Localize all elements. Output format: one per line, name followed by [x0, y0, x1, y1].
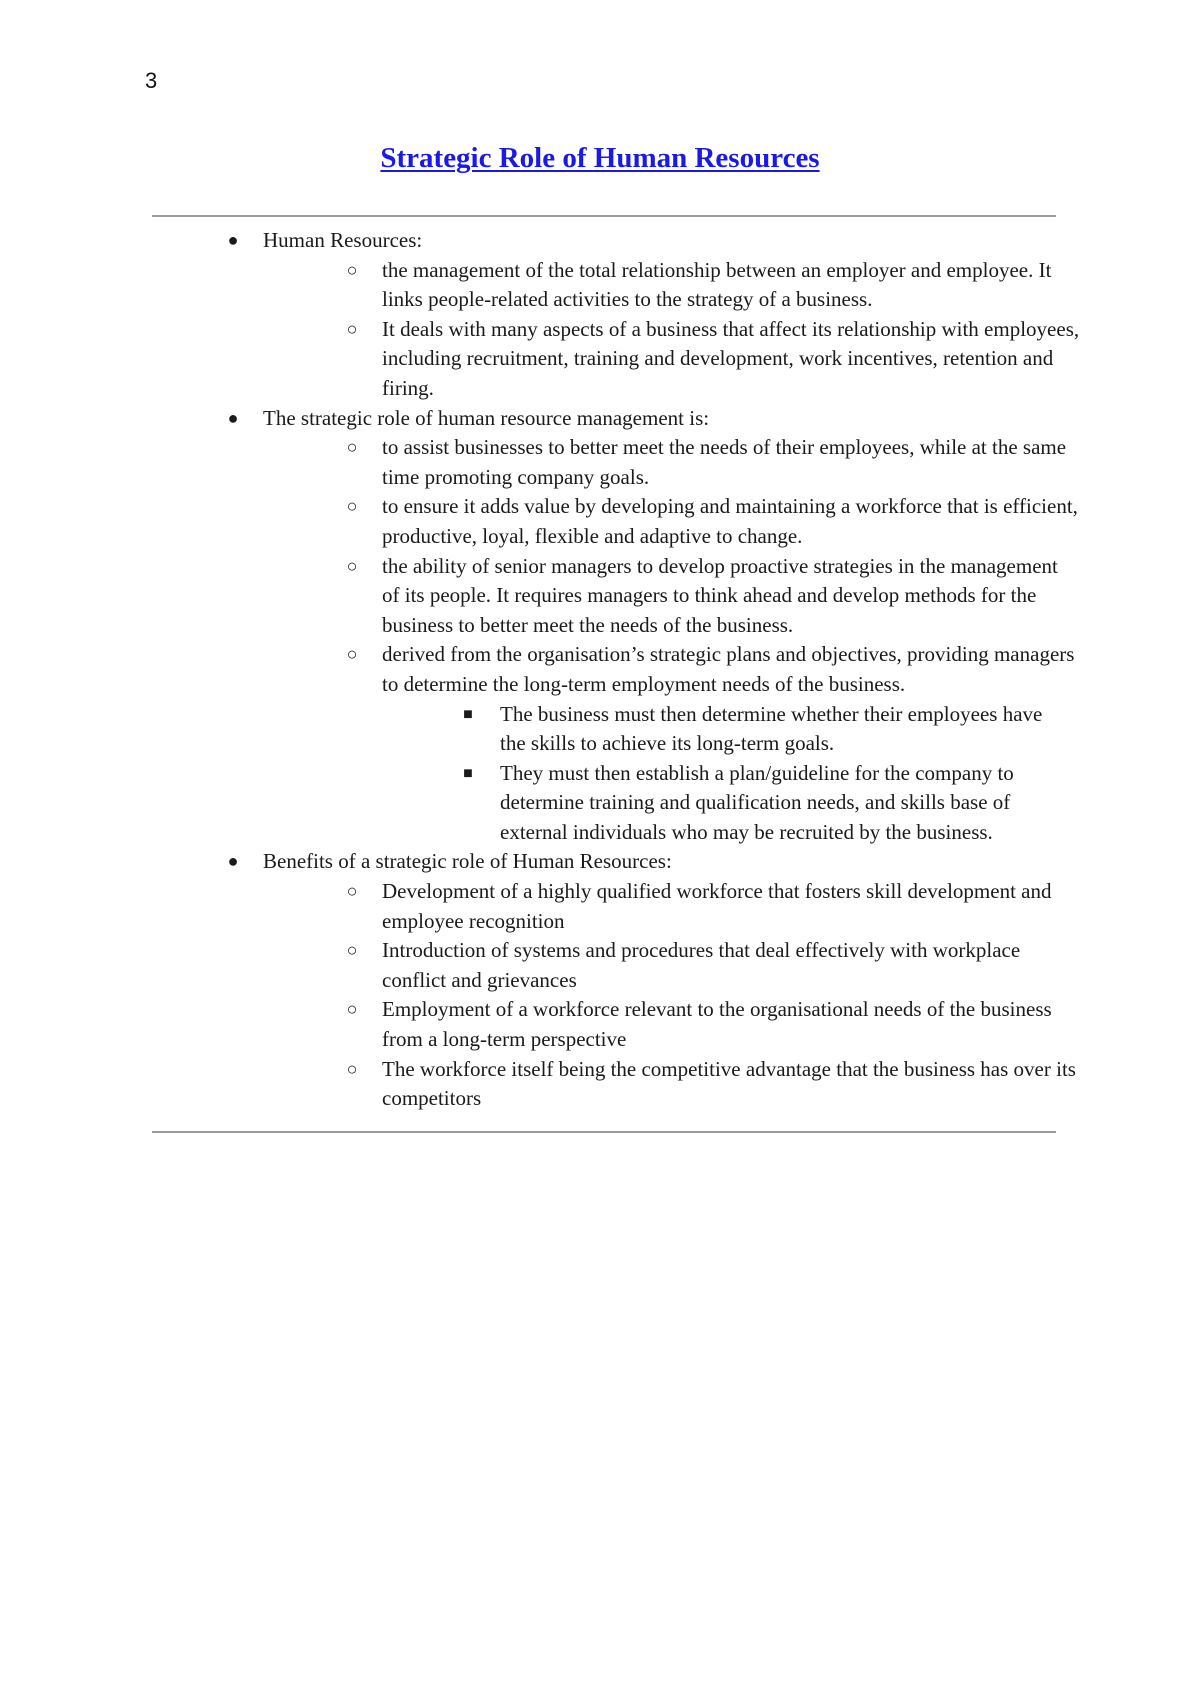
circle-bullet-icon: ○: [346, 555, 358, 576]
section-heading: Benefits of a strategic role of Human Resources:: [263, 849, 672, 874]
bottom-divider: [152, 1131, 1056, 1133]
square-bullet-icon: ■: [463, 764, 473, 782]
circle-bullet-icon: ○: [346, 999, 358, 1020]
circle-bullet-icon: ○: [346, 318, 358, 339]
section-heading: Human Resources:: [263, 228, 423, 252]
list-item-text: the ability of senior managers to develop proactive strategies in the management of its people. It requires managers to think ahead and develop methods for the business to better meet the needs of the business.: [382, 553, 1058, 637]
list-item: [0, 1055, 1200, 1114]
circle-bullet-icon: ○: [346, 881, 358, 902]
list-item-text: Development of a highly qualified workforce that fosters skill development and employee recognition: [382, 879, 1052, 933]
document-body: [0, 226, 1200, 1114]
list-item-text: Employment of a workforce relevant to the organisational needs of the business from a long-term perspective: [382, 997, 1052, 1052]
circle-bullet-icon: ○: [346, 437, 358, 458]
list-item-text: to ensure it adds value by developing and maintaining a workforce that is efficient, productive, loyal, flexible and adaptive to change.: [382, 494, 1078, 548]
top-divider: [152, 215, 1056, 217]
section-heading: The strategic role of human resource management is:: [263, 405, 710, 430]
list-item-text: to assist businesses to better meet the needs of their employees, while at the same time promoting company goals.: [382, 435, 1067, 489]
sub-list-item: [0, 759, 1200, 848]
circle-bullet-icon: ○: [346, 496, 358, 517]
list-item: [0, 877, 1200, 936]
circle-bullet-icon: ○: [346, 644, 358, 665]
list-item: [0, 256, 1200, 315]
list-item-human-resources: [0, 226, 1200, 256]
sub-list-item-text: They must then establish a plan/guideline for the company to determine training and qualification needs, and skills base of external individuals who may be recruited by the business.: [500, 760, 1014, 844]
list-item-text: The workforce itself being the competitive advantage that the business has over its competitors: [382, 1056, 1076, 1111]
list-item: [0, 640, 1200, 699]
list-item: [0, 552, 1200, 641]
list-item-text: derived from the organisation’s strategic plans and objectives, providing managers to determine the long-term employment needs of the business.: [382, 642, 1075, 696]
bullet-icon: ●: [227, 407, 239, 428]
list-item: [0, 492, 1200, 551]
sub-list-item-text: The business must then determine whether their employees have the skills to achieve its long-term goals.: [500, 701, 1043, 756]
list-item-text: Introduction of systems and procedures that deal effectively with workplace conflict and grievances: [382, 938, 1021, 992]
list-item: [0, 433, 1200, 492]
list-item-text: the management of the total relationship between an employer and employee. It links people-related activities to the strategy of a business.: [382, 257, 1052, 312]
bullet-icon: ●: [227, 851, 239, 872]
list-item-text: It deals with many aspects of a business that affect its relationship with employees, including recruitment, training and development, work incentives, retention and firing.: [382, 316, 1080, 400]
page-title: [0, 143, 1200, 175]
circle-bullet-icon: ○: [346, 1058, 358, 1079]
list-item: [0, 995, 1200, 1054]
list-item-benefits: [0, 847, 1200, 877]
list-item: [0, 315, 1200, 404]
circle-bullet-icon: ○: [346, 259, 358, 280]
circle-bullet-icon: ○: [346, 940, 358, 961]
title-link[interactable]: Strategic Role of Human Resources: [380, 142, 820, 174]
list-item-strategic-role: [0, 404, 1200, 434]
sub-list-item: [0, 700, 1200, 759]
bullet-icon: ●: [227, 230, 239, 250]
list-item: [0, 936, 1200, 995]
page-number: 3: [145, 68, 158, 93]
square-bullet-icon: ■: [463, 705, 473, 723]
